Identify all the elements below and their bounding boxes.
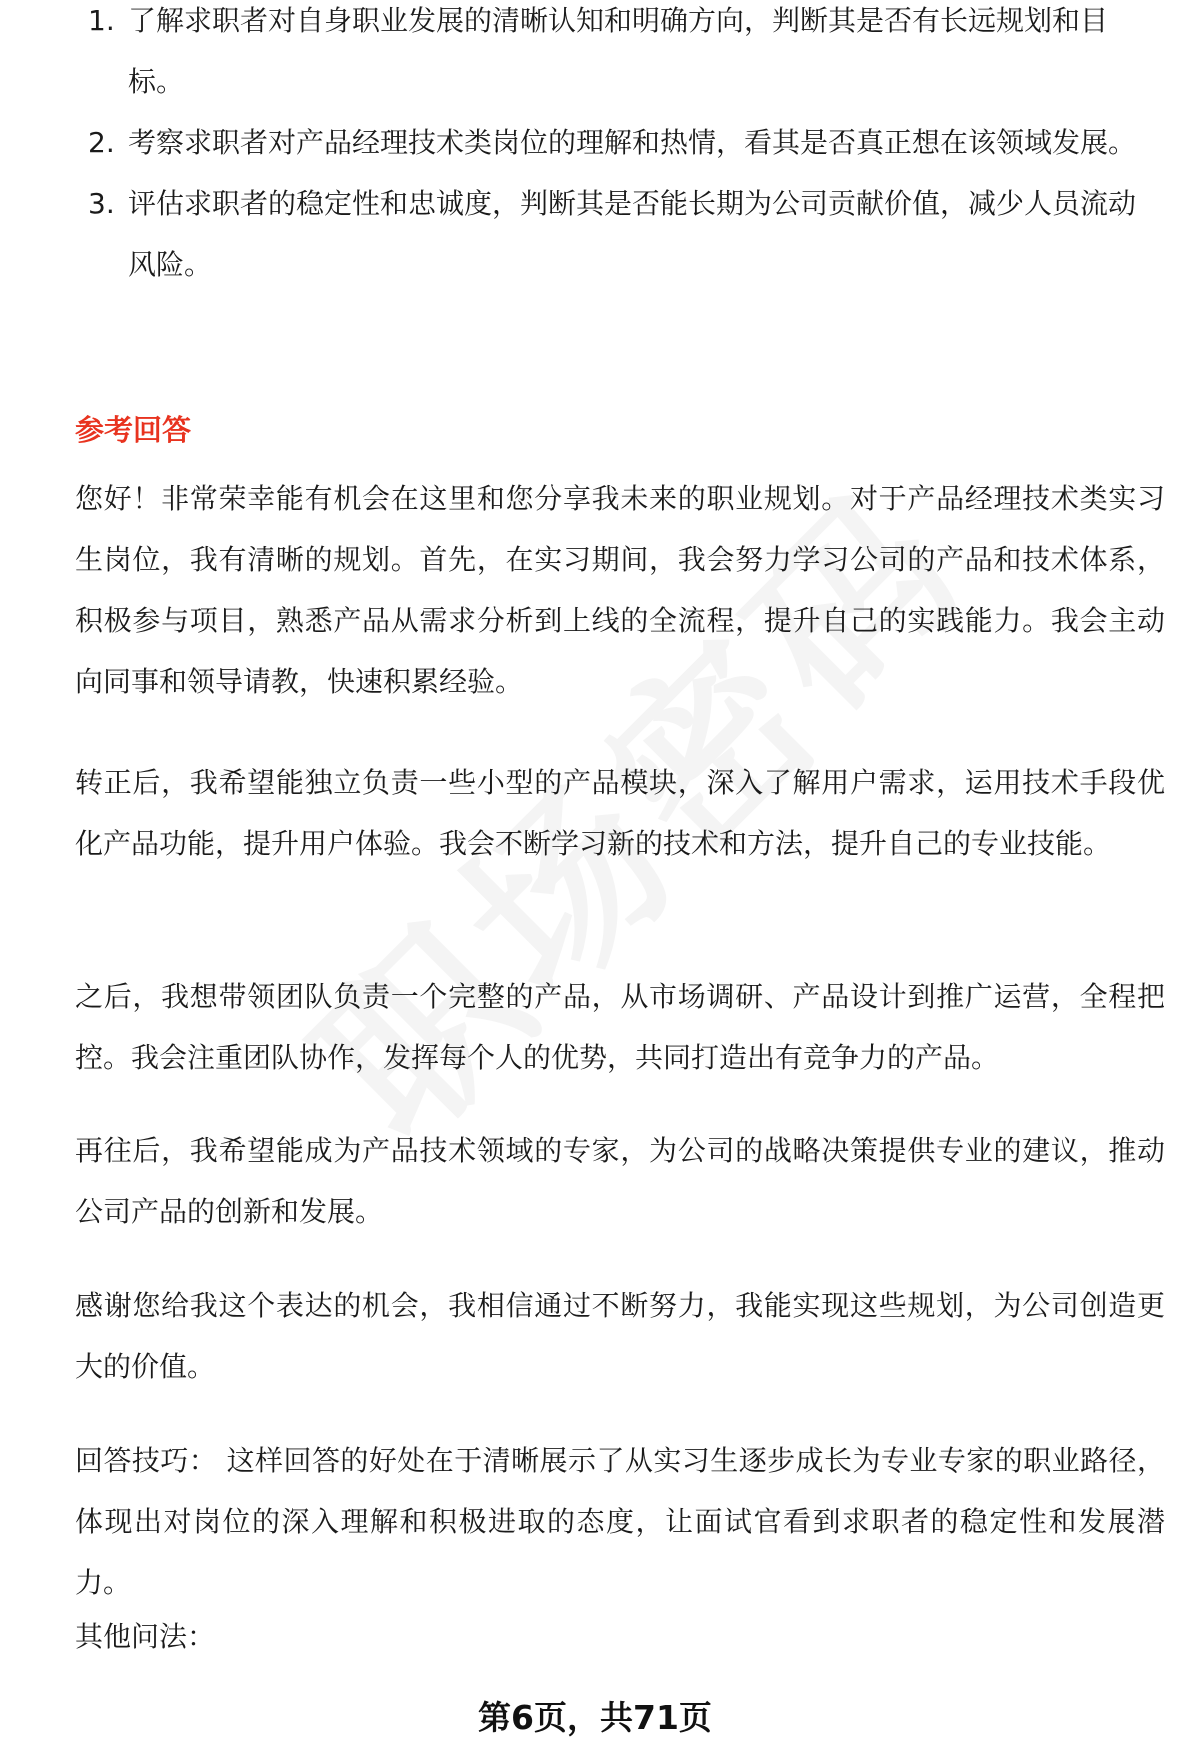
answer-paragraph-2: 转正后，我希望能独立负责一些小型的产品模块，深入了解用户需求，运用技术手段优化产品功能，提升用户体验。我会不断学习新的技术和方法，提升自己的专业技能。 — [75, 766, 1165, 860]
page-footer: 第6页，共71页 — [478, 1698, 712, 1737]
answer-paragraph-5: 感谢您给我这个表达的机会，我相信通过不断努力，我能实现这些规划，为公司创造更大的价值。 — [75, 1289, 1165, 1383]
list-text: 考察求职者对产品经理技术类岗位的理解和热情，看其是否真正想在该领域发展。 — [128, 126, 1137, 159]
list-item — [0, 0, 1190, 112]
list-number: 1. — [88, 4, 115, 37]
list-text: 评估求职者的稳定性和忠诚度，判断其是否能长期为公司贡献价值，减少人员流动风险。 — [128, 187, 1137, 281]
other-questions-label: 其他问法： — [75, 1620, 216, 1653]
list-text: 了解求职者对自身职业发展的清晰认知和明确方向，判断其是否有长远规划和目标。 — [128, 4, 1109, 98]
purpose-list — [0, 0, 1190, 295]
section-heading: 参考回答 — [75, 413, 192, 447]
answer-tips-paragraph: 回答技巧： 这样回答的好处在于清晰展示了从实习生逐步成长为专业专家的职业路径，体现出对岗位的深入理解和积极进取的态度，让面试官看到求职者的稳定性和发展潜力。 — [75, 1444, 1165, 1599]
list-item — [0, 173, 1190, 295]
list-item — [0, 112, 1190, 173]
answer-paragraph-3: 之后，我想带领团队负责一个完整的产品，从市场调研、产品设计到推广运营，全程把控。我会注重团队协作，发挥每个人的优势，共同打造出有竞争力的产品。 — [75, 980, 1165, 1074]
answer-paragraph-1: 您好！非常荣幸能有机会在这里和您分享我未来的职业规划。对于产品经理技术类实习生岗位，我有清晰的规划。首先，在实习期间，我会努力学习公司的产品和技术体系，积极参与项目，熟悉产品从需求分析到上线的全流程，提升自己的实践能力。我会主动向同事和领导请教，快速积累经验。 — [75, 482, 1165, 698]
list-number: 3. — [88, 187, 115, 220]
list-number: 2. — [88, 126, 115, 159]
answer-paragraph-4: 再往后，我希望能成为产品技术领域的专家，为公司的战略决策提供专业的建议，推动公司产品的创新和发展。 — [75, 1134, 1165, 1228]
